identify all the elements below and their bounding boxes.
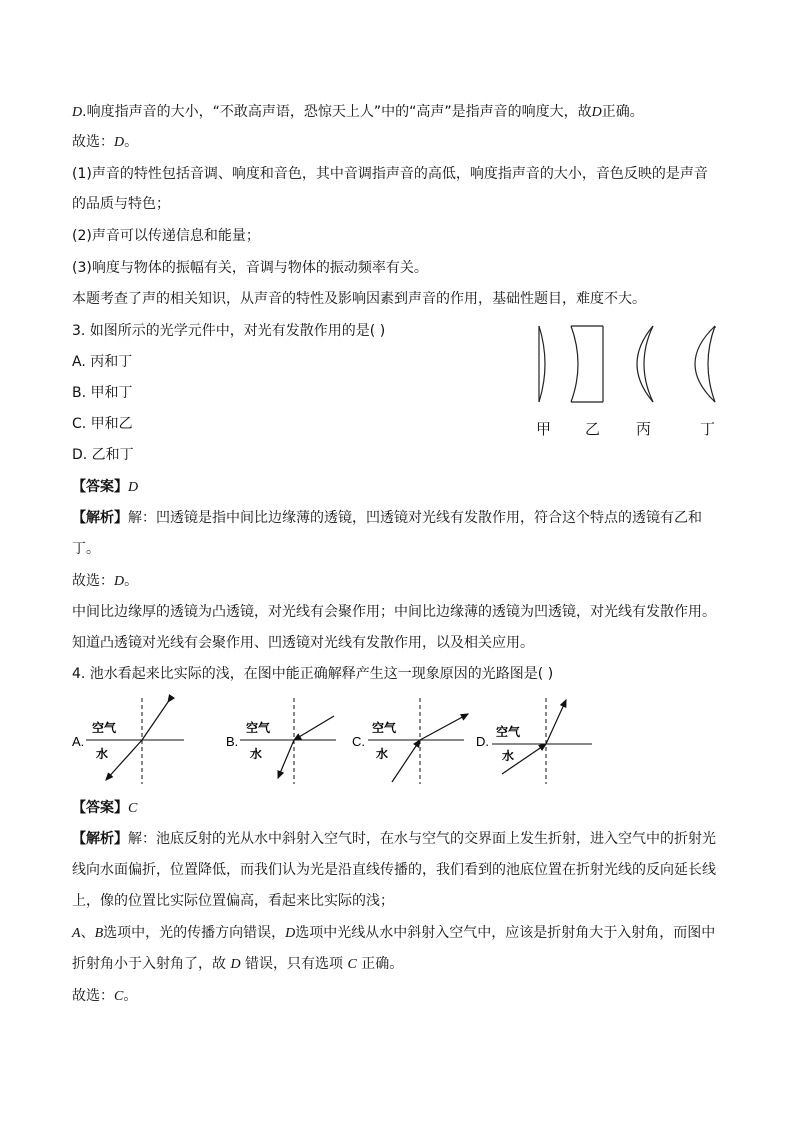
analysis-text: 解：池底反射的光从水中斜射入空气时，在水与空气的交界面上发生折射，进入空气中的折射光 [128, 831, 716, 847]
q2-point-2: (2)声音可以传递信息和能量； [72, 228, 260, 244]
select-suffix: 。 [124, 573, 139, 589]
q3-analysis-a [72, 508, 702, 528]
diagram-d-label: D. [476, 734, 489, 749]
q2-point-1a: (1)声音的特性包括音调、响度和音色，其中音调指声音的高低，响度指声音的大小，音色反映的是声音 [72, 166, 708, 182]
diagram-c-label: C. [352, 734, 365, 749]
select-letter: C [114, 989, 124, 1004]
diagram-b-label: B. [226, 734, 239, 749]
q3-option-a: A. 丙和丁 [72, 354, 133, 370]
diagram-a-air: 空气 [92, 721, 117, 735]
q3-analysis-b: 丁。 [72, 541, 100, 557]
q4-stem: 4. 池水看起来比实际的浅，在图中能正确解释产生这一现象原因的光路图是( ) [72, 666, 554, 682]
select-prefix: 故选： [72, 988, 114, 1004]
q3-option-c: C. 甲和乙 [72, 416, 133, 432]
lens-label-yi: 乙 [585, 420, 601, 438]
diagram-d-air: 空气 [496, 725, 521, 739]
analysis-tag: 【解析】 [72, 510, 128, 526]
text: 选项中，光的传播方向错误， [103, 925, 286, 941]
select-letter: D [114, 135, 125, 150]
letter-d: D [285, 926, 296, 941]
answer-letter: D [128, 480, 139, 495]
q4-analysis-d [72, 923, 715, 944]
q3-note-2: 知道凸透镜对光线有会聚作用、凹透镜对光线有发散作用，以及相关应用。 [72, 635, 534, 651]
q2-select [72, 132, 138, 153]
lens-figure [525, 322, 735, 412]
q3-stem: 3. 如图所示的光学元件中，对光有发散作用的是( ) [72, 323, 386, 339]
q4-answer [72, 798, 137, 819]
diagram-b-water: 水 [250, 747, 263, 761]
diagram-b [226, 698, 336, 784]
letter-b: B [94, 926, 104, 941]
q2-d-text: .响度指声音的大小，“不敢高声语，恐惊天上人”中的“高声”是指声音的响度大，故 [82, 104, 592, 120]
select-letter: D [114, 574, 125, 589]
lens-label-ding: 丁 [700, 420, 716, 438]
q3-option-d: D. 乙和丁 [72, 447, 134, 463]
answer-letter: C [128, 801, 138, 816]
letter-d: D [230, 957, 241, 972]
q4-analysis-a [72, 829, 716, 849]
q4-analysis-c: 上，像的位置比实际位置偏高，看起来比实际的浅； [72, 893, 394, 909]
text: 正确。 [356, 956, 404, 972]
answer-tag: 【答案】 [72, 800, 128, 816]
q3-note-1: 中间比边缘厚的透镜为凸透镜，对光线有会聚作用；中间比边缘薄的透镜为凹透镜，对光线有发散作用。 [72, 604, 716, 620]
q2-point-1b: 的品质与特色； [72, 196, 170, 212]
q2-point-3: (3)响度与物体的振幅有关，音调与物体的振动频率有关。 [72, 260, 428, 276]
q3-option-b: B. 甲和丁 [72, 385, 133, 401]
diagram-c [352, 698, 468, 784]
lens-yi-icon [571, 326, 603, 402]
diagram-a-label: A. [72, 734, 85, 749]
q3-answer [72, 477, 138, 498]
diagram-b-air: 空气 [246, 721, 271, 735]
text: 选项中光线从水中斜射入空气中，应该是折射角大于入射角，而图中 [295, 925, 716, 941]
select-prefix: 故选： [72, 573, 114, 589]
select-prefix: 故选： [72, 134, 114, 150]
letter-a: A [72, 926, 81, 941]
lens-label-bing: 丙 [636, 420, 652, 438]
lens-label-jia: 甲 [536, 420, 552, 438]
q2-d-letter-2: D [591, 105, 602, 120]
q2-summary: 本题考查了声的相关知识，从声音的特性及影响因素到声音的作用，基础性题目，难度不大。 [72, 291, 646, 307]
letter-c: C [347, 957, 357, 972]
diagram-d [476, 698, 592, 784]
text: 折射角小于入射角了，故 [72, 956, 231, 972]
diagram-c-air: 空气 [372, 721, 397, 735]
analysis-tag: 【解析】 [72, 831, 128, 847]
diagram-c-water: 水 [376, 747, 389, 761]
q3-select [72, 571, 138, 592]
q2-d-text-end: 正确。 [601, 104, 644, 120]
text: 错误，只有选项 [240, 956, 348, 972]
answer-tag: 【答案】 [72, 479, 128, 495]
q2-d-letter: D [72, 105, 83, 120]
select-suffix: 。 [124, 134, 139, 150]
refraction-diagrams [72, 694, 612, 786]
select-suffix: 。 [123, 988, 138, 1004]
analysis-text: 解：凹透镜是指中间比边缘薄的透镜，凹透镜对光线有发散作用，符合这个特点的透镜有乙和 [128, 510, 702, 526]
q2-option-d-explanation [72, 102, 644, 123]
q4-select [72, 986, 137, 1007]
diagram-a [72, 698, 184, 784]
lens-ding-icon [695, 326, 715, 402]
lens-jia-icon [539, 326, 545, 402]
diagram-d-water: 水 [502, 749, 515, 763]
sep: 、 [80, 925, 95, 941]
diagram-a-water: 水 [96, 747, 109, 761]
q4-analysis-e [72, 954, 403, 975]
q4-analysis-b: 线向水面偏折，位置降低，而我们认为光是沿直线传播的，我们看到的池底位置在折射光线的反向延长线 [72, 862, 716, 878]
lens-bing-icon [637, 326, 653, 402]
